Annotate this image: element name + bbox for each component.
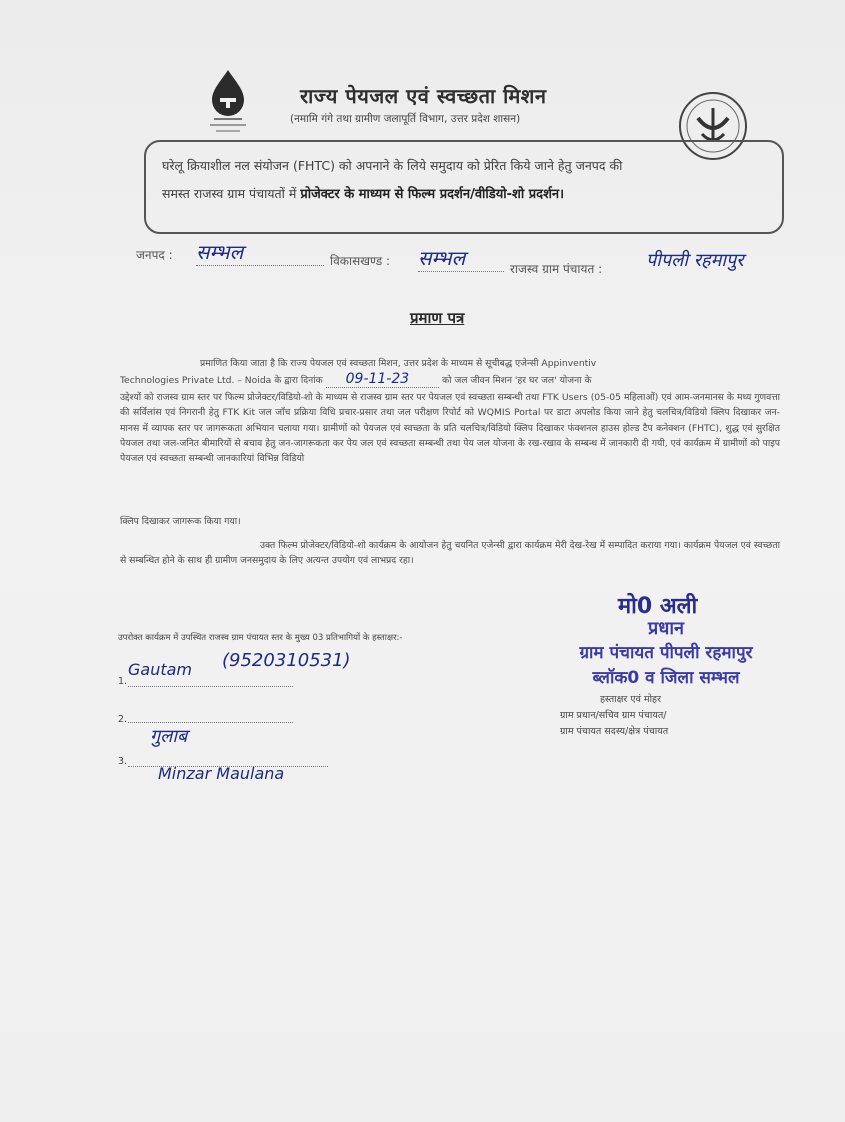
vikaskhand-label: विकासखण्ड : xyxy=(330,254,391,268)
participant-2-number: 2. xyxy=(118,714,128,725)
certificate-title: प्रमाण पत्र xyxy=(410,309,465,327)
banner-line-1: घरेलू क्रियाशील नल संयोजन (FHTC) को अपनाने के लिये समुदाय को प्रेरित किये जाने हेतु जनपद की xyxy=(162,158,623,173)
role-line-2: ग्राम पंचायत सदस्य/क्षेत्र पंचायत xyxy=(560,726,669,737)
certificate-paragraph-1-body: उद्देश्यों को राजस्व ग्राम स्तर पर फिल्म प्रोजेक्टर/विडियो-शो के माध्यम से राजस्व ग्राम स्तर पर पेयजल एवं स्वच्छता सम्बन्धी तथा FTK Users (05-05 महिलाओं) एवं आम-जनमानस के मध्य गुणवत्ता की सर्विलांस एवं निगरानी हेतु FTK Kit जल जाँच प्रक्रिया विधि प्रचार-प्रसार तथा जल परीक्षण रिपोर्ट को WQMIS Portal पर डाटा अपलोड किया जाने हेतु चलचित्र/विडियो क्लिप दिखाकर जन-मानस में व्यापक स्तर पर जागरूकता अभियान चलाया गया। ग्रामीणों को पेयजल एवं स्वच्छता के प्रति चलचित्र/विडियो क्लिप दिखाकर फंक्शनल हाउस होल्ड टैप कनेक्शन (FHTC), शुद्ध एवं सुरक्षित पेयजल तथा जल-जनित बीमारियों से बचाव हेतु जन-जागरूकता कर पेय जल एवं स्वच्छता सम्बन्धी तथा पेय जल योजना के रख-रखाव के सम्बन्ध में जानकारी दी गयी, एवं कार्यक्रम में ग्रामीणों को पाइप पेयजल एवं स्वच्छता सम्बन्धी जानकारियां विभिन्न विडियो xyxy=(120,392,780,465)
participants-intro: उपरोक्त कार्यक्रम में उपस्थित राजस्व ग्राम पंचायत स्तर के मुख्य 03 प्रतिभागियों के हस्ताक्षर:- xyxy=(118,633,403,643)
participant-1-signature: Gautam xyxy=(128,660,293,687)
gram-panchayat-label: राजस्व ग्राम पंचायत : xyxy=(510,262,603,276)
page-subtitle: (नमामि गंगे तथा ग्रामीण जलापूर्ति विभाग, उत्तर प्रदेश शासन) xyxy=(290,113,521,125)
certificate-paragraph-2: उक्त फिल्म प्रोजेक्टर/विडियो-शो कार्यक्रम के आयोजन हेतु चयनित एजेन्सी द्वारा कार्यक्रम मेरी देख-रेख में सम्पादित कराया गया। कार्यक्रम पेयजल एवं स्वच्छता से सम्बन्धित होने के साथ ही ग्रामीण जनसमुदाय के लिए अत्यन्त उपयोग एवं लाभप्रद रहा। xyxy=(120,540,780,567)
date-value: 09-11-23 xyxy=(326,371,440,388)
participant-2-signature: गुलाब xyxy=(150,726,188,747)
subject-banner xyxy=(144,140,784,234)
janpad-value: सम्भल xyxy=(196,238,324,266)
banner-line-2-bold: प्रोजेक्टर के माध्यम से फिल्म प्रदर्शन/वीडियो-शो प्रदर्शन। xyxy=(300,187,565,202)
stamp-line-1: प्रधान xyxy=(648,618,684,639)
participant-1-number: 1. xyxy=(118,676,128,687)
participant-3-signature: Minzar Maulana xyxy=(158,764,285,783)
gram-panchayat-value: पीपली रहमापुर xyxy=(646,250,744,271)
vikaskhand-value: सम्भल xyxy=(418,244,504,272)
participant-1-phone: (9520310531) xyxy=(222,650,351,671)
banner-line-2-plain: समस्त राजस्व ग्राम पंचायतों में xyxy=(162,186,301,201)
certificate-paragraph-1-line-b xyxy=(120,372,780,388)
participant-3-number: 3. xyxy=(118,756,128,767)
sign-label: हस्ताक्षर एवं मोहर xyxy=(600,694,661,705)
certificate-paragraph-1-line-a: प्रमाणित किया जाता है कि राज्य पेयजल एवं स्वच्छता मिशन, उत्तर प्रदेश के माध्यम से सूचीबद्ध एजेन्सी Appinventiv xyxy=(200,358,597,369)
banner-line-2 xyxy=(162,180,766,209)
page-title: राज्य पेयजल एवं स्वच्छता मिशन xyxy=(300,84,547,108)
role-line-1: ग्राम प्रधान/सचिव ग्राम पंचायत/ xyxy=(560,710,667,721)
agency-date-prefix: Technologies Private Ltd. – Noida के द्वारा दिनांक xyxy=(120,375,323,386)
agency-date-suffix: को जल जीवन मिशन 'हर घर जल' योजना के xyxy=(442,375,592,386)
stamp-line-2: ग्राम पंचायत पीपली रहमापुर xyxy=(579,643,753,663)
participant-2-line xyxy=(128,722,293,723)
certificate-paragraph-1-end: क्लिप दिखाकर जागरूक किया गया। xyxy=(120,516,241,527)
water-drop-logo-icon xyxy=(206,68,250,136)
janpad-label: जनपद : xyxy=(136,248,173,262)
stamp-line-3: ब्लॉक0 व जिला सम्भल xyxy=(592,668,740,688)
official-signature: मो0 अली xyxy=(618,594,698,619)
